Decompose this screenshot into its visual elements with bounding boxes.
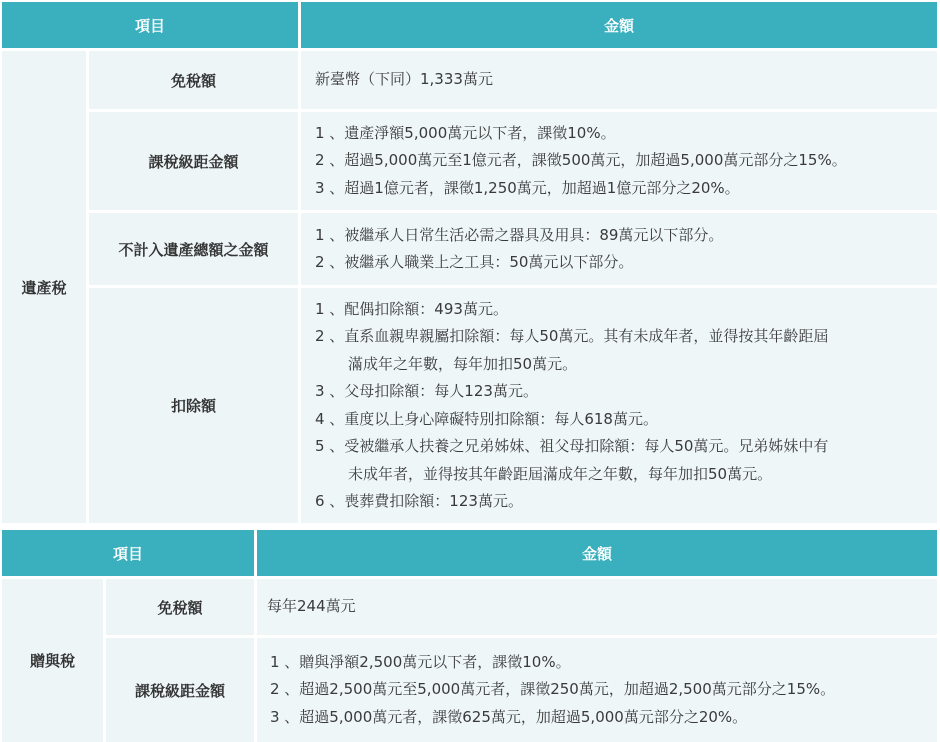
gift-category-label: 贈與稅 xyxy=(2,579,103,742)
value-line: 3 、超過5,000萬元者，課徵625萬元，加超過5,000萬元部分之20%。 xyxy=(270,707,748,726)
gift-row-exemption-label: 免稅額 xyxy=(106,579,254,635)
value-line: 2 、超過2,500萬元至5,000萬元者，課徵250萬元，加超過2,500萬元部分之15%。 xyxy=(270,680,836,699)
estate-category-label: 遺產稅 xyxy=(2,51,86,523)
value-line: 2 、超過5,000萬元至1億元者，課徵500萬元，加超過5,000萬元部分之15%。 xyxy=(315,151,847,170)
estate-row-exemption-label: 免稅額 xyxy=(89,51,298,109)
gift-row-brackets-label: 課稅級距金額 xyxy=(106,638,254,742)
value-line: 1 、贈與淨額2,500萬元以下者，課徵10%。 xyxy=(270,652,571,671)
estate-row-exemption-value xyxy=(301,51,937,109)
value-line: 3 、父母扣除額：每人123萬元。 xyxy=(315,382,538,400)
value-line: 未成年者，並得按其年齡距屆滿成年之年數，每年加扣50萬元。 xyxy=(348,464,773,483)
estate-row-brackets-label: 課稅級距金額 xyxy=(89,112,298,210)
estate-header-amount: 金額 xyxy=(301,2,937,48)
value-line: 滿成年之年數，每年加扣50萬元。 xyxy=(348,354,578,373)
value-line: 1 、被繼承人日常生活必需之器具及用具：89萬元以下部分。 xyxy=(315,225,724,244)
value-line: 1 、配偶扣除額：493萬元。 xyxy=(315,299,508,318)
gift-header-amount: 金額 xyxy=(257,530,937,576)
estate-header-item: 項目 xyxy=(2,2,298,48)
estate-row-brackets-value xyxy=(301,112,937,210)
gift-row-exemption-value xyxy=(257,579,937,635)
gift-header-item: 項目 xyxy=(2,530,254,576)
value-line: 2 、被繼承人職業上之工具：50萬元以下部分。 xyxy=(315,253,634,271)
value-line: 3 、超過1億元者，課徵1,250萬元，加超過1億元部分之20%。 xyxy=(315,178,740,197)
value-line: 每年244萬元 xyxy=(267,597,356,616)
value-line: 2 、直系血親卑親屬扣除額：每人50萬元。其有未成年者，並得按其年齡距屆 xyxy=(315,327,829,345)
value-line: 6 、喪葬費扣除額：123萬元。 xyxy=(315,492,523,510)
value-line: 新臺幣（下同）1,333萬元 xyxy=(315,70,493,89)
value-line: 4 、重度以上身心障礙特別扣除額：每人618萬元。 xyxy=(315,409,658,428)
gift-row-brackets-value xyxy=(257,638,937,742)
estate-row-excluded-value xyxy=(301,213,937,285)
estate-row-excluded-label: 不計入遺產總額之金額 xyxy=(89,213,298,285)
estate-row-deductions-label: 扣除額 xyxy=(89,288,298,523)
value-line: 5 、受被繼承人扶養之兄弟姊妹、祖父母扣除額：每人50萬元。兄弟姊妹中有 xyxy=(315,437,829,455)
value-line: 1 、遺產淨額5,000萬元以下者，課徵10%。 xyxy=(315,123,616,142)
estate-row-deductions-value xyxy=(301,288,937,523)
